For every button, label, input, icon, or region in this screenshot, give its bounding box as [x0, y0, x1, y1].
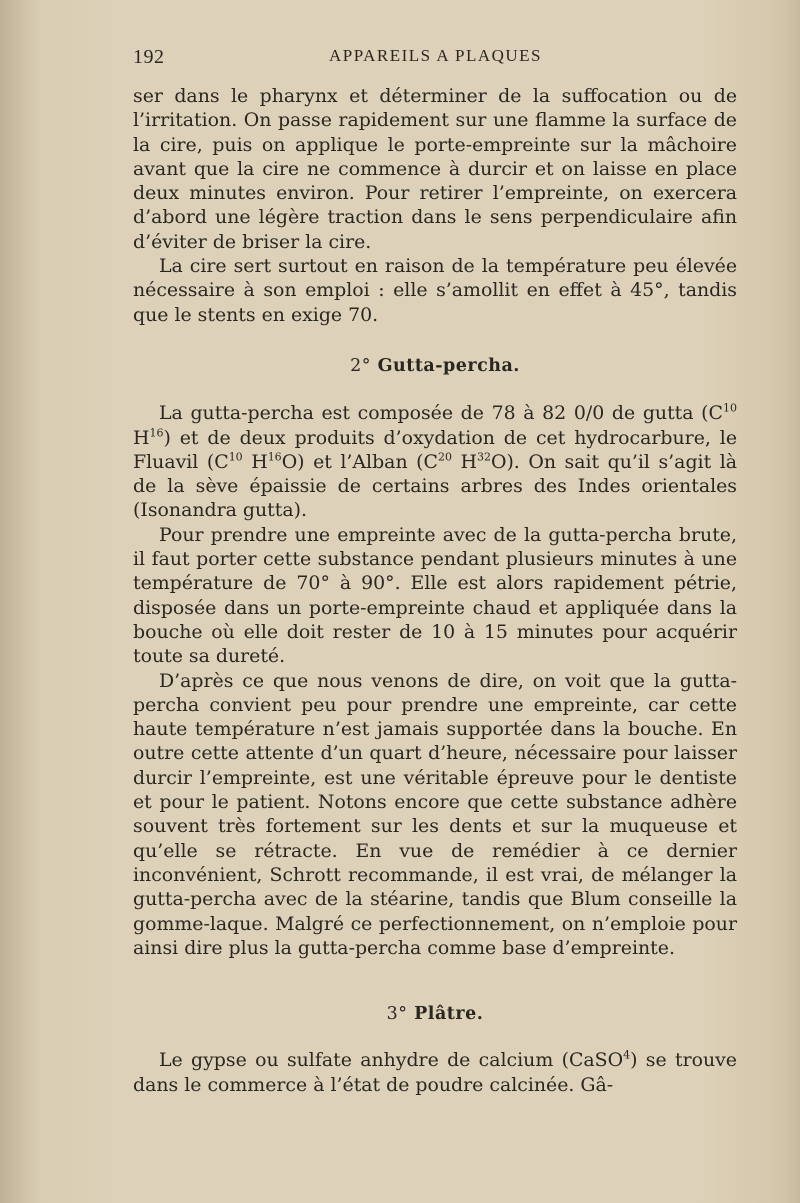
section-title: Gutta-percha.: [377, 355, 520, 376]
running-title: APPAREILS A PLAQUES: [328, 46, 543, 65]
section-title: Plâtre.: [414, 1004, 484, 1025]
paragraph: Pour prendre une empreinte avec de la gutta-percha brute, il faut porter cette substance pendant plusieurs minutes à une température de 70° à 90°. Elle est alors rapidement pétrie, disposée dans un porte-empreinte chaud et appliquée dans la bouche où elle doit rester de 10 à 15 minutes pour acquérir toute sa dureté.: [133, 523, 737, 668]
section-heading: [133, 354, 737, 378]
paragraph: Le gypse ou sulfate anhydre de calcium (CaSO$^4$) se trouve dans le commerce à l’état de poudre calcinée. Gâ-: [133, 1049, 737, 1096]
page-number: 192: [133, 46, 165, 68]
page-header: [133, 46, 738, 78]
page-body: [133, 84, 737, 1097]
section-number: 3°: [386, 1004, 408, 1025]
paragraph: La gutta-percha est composée de 78 à 82 0/0 de gutta ($C^{10}$ $H^{16}$) et de deux produits d’oxydation de cet hydrocarbure, le Fluavil ($C^{10}$ $H^{16}O$) et l’Alban ($C^{20}$ $H^{32}O$). On sait qu’il s’agit là de la sève épaissie de certains arbres des Indes orientales (Isonandra gutta).: [133, 401, 737, 522]
section-heading: [133, 1002, 737, 1026]
section-number: 2°: [350, 355, 371, 376]
paragraph: ser dans le pharynx et déterminer de la suffocation ou de l’irritation. On passe rapidement sur une flamme la surface de la cire, puis on applique le porte-empreinte sur la mâchoire avant que la cire ne commence à durcir et on laisse en place deux minutes environ. Pour retirer l’empreinte, on exercera d’abord une légère traction dans le sens perpendiculaire afin d’éviter de briser la cire.: [133, 85, 737, 253]
paragraph: La cire sert surtout en raison de la température peu élevée nécessaire à son emploi : elle s’amollit en effet à 45°, tandis que le stents en exige 70.: [133, 255, 737, 326]
paragraph: D’après ce que nous venons de dire, on voit que la gutta-percha convient peu pour prendre une empreinte, car cette haute température n’est jamais supportée dans la bouche. En outre cette attente d’un quart d’heure, nécessaire pour laisser durcir l’empreinte, est une véritable épreuve pour le dentiste et pour le patient. Notons encore que cette substance adhère souvent très fortement sur les dents et sur la muqueuse et qu’elle se rétracte. En vue de remédier à ce dernier inconvénient, Schrott recommande, il est vrai, de mélanger la gutta-percha avec de la stéarine, tandis que Blum conseille la gomme-laque. Malgré ce perfectionnement, on n’emploie pour ainsi dire plus la gutta-percha comme base d’empreinte.: [133, 669, 737, 959]
